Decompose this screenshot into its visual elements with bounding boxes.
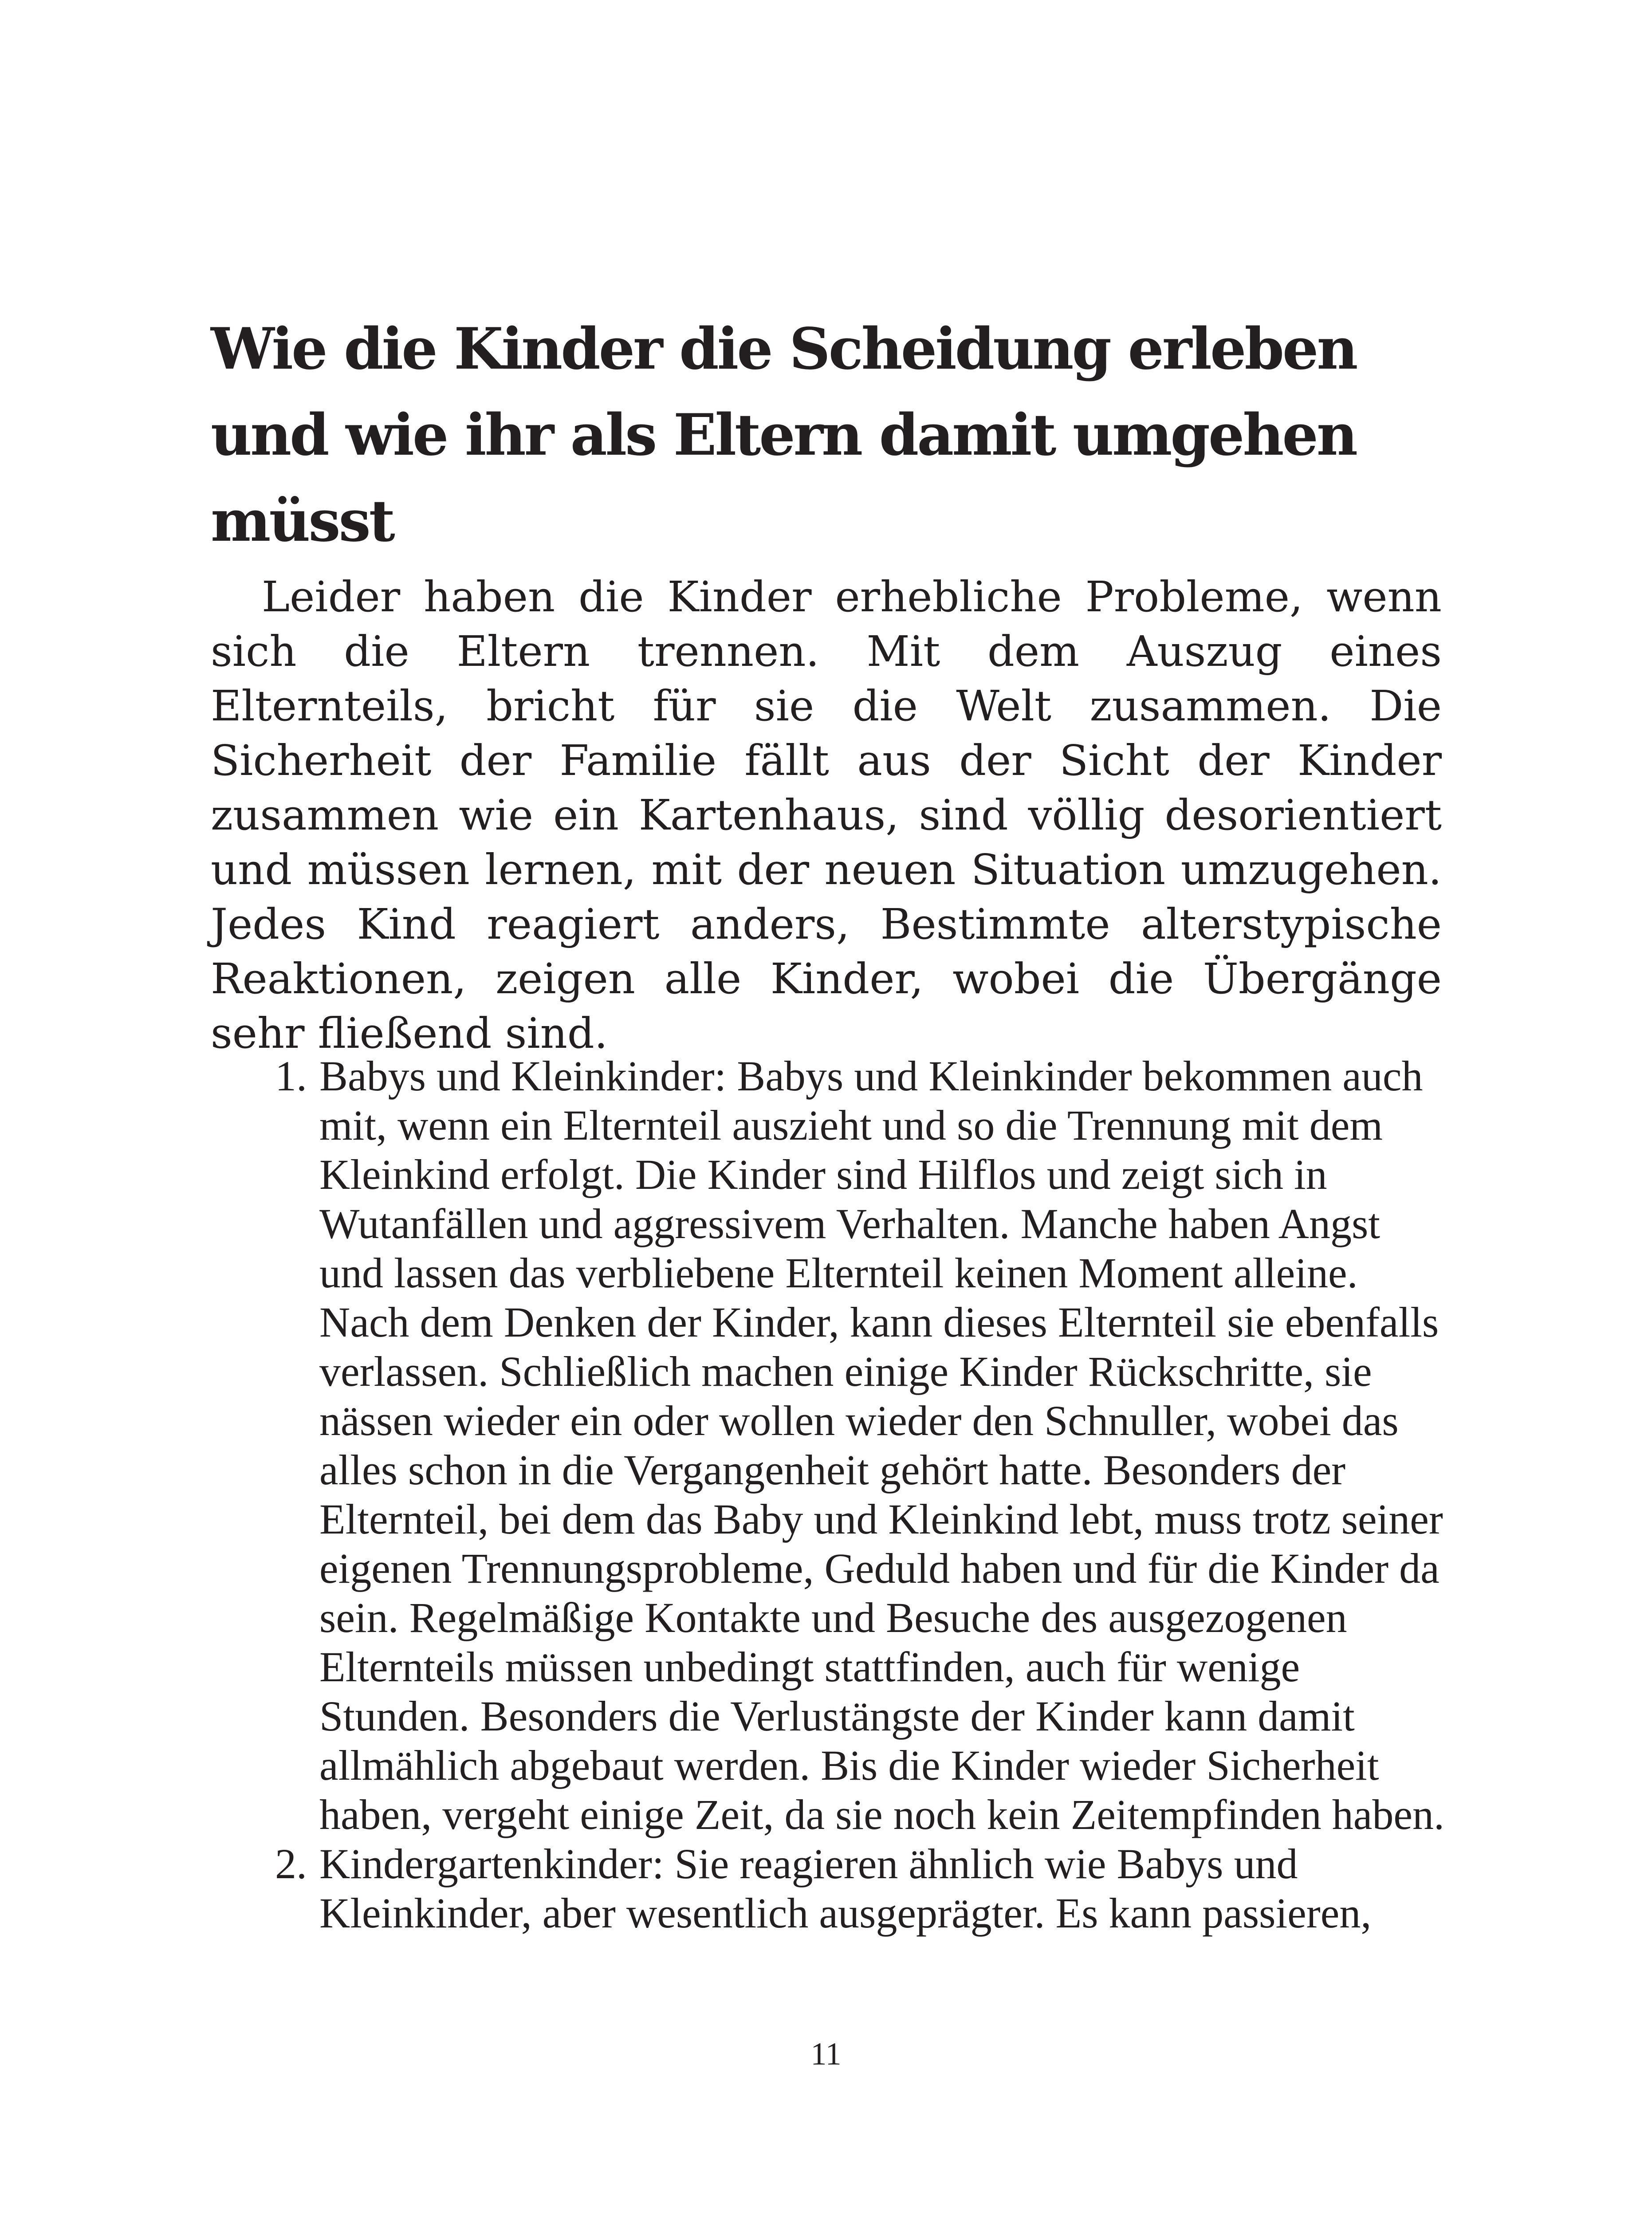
intro-paragraph: Leider haben die Kinder erhebliche Probleme, wenn sich die Eltern trennen. Mit dem Auszug eines Elternteils, bricht für sie die Welt zusammen. Die Sicherheit der Familie fällt aus der Sicht der Kinder zusammen wie ein Kartenhaus, sind völlig desorientiert und müssen lernen, mit der neuen Situation umzugehen. Jedes Kind reagiert anders, Bestimmte alterstypische Reaktionen, zeigen alle Kinder, wobei die Übergänge sehr fließend sind. bbox=[211, 573, 1442, 1058]
list-item-number: 2. bbox=[275, 1840, 307, 1888]
chapter-heading: Wie die Kinder die Scheidung erleben und wie ihr als Eltern damit umgehen müsst bbox=[211, 316, 1357, 554]
list-item-text: Babys und Kleinkinder: Babys und Kleinkinder bekommen auch mit, wenn ein Elternteil auszieht und so die Trennung mit dem Kleinkind erfolgt. Die Kinder sind Hilflos und zeigt sich in Wutanfällen und aggressivem Verhalten. Manche haben Angst und lassen das verbliebene Elternteil keinen Moment alleine. Nach dem Denken der Kinder, kann dieses Elternteil sie ebenfalls verlassen. Schließlich machen einige Kinder Rückschritte, sie nässen wieder ein oder wollen wieder den Schnuller, wobei das alles schon in die Vergangenheit gehört hatte. Besonders der Elternteil, bei dem das Baby und Kleinkind lebt, muss trotz seiner eigenen Trennungsprobleme, Geduld haben und für die Kinder da sein. Regelmäßige Kontakte und Besuche des ausgezogenen Elternteils müssen unbedingt stattfinden, auch für wenige Stunden. Besonders die Verlustängste der Kinder kann damit allmählich abgebaut werden. Bis die Kinder wieder Sicherheit haben, vergeht einige Zeit, da sie noch kein Zeitempfinden haben. bbox=[319, 1052, 1444, 1838]
age-group-list bbox=[266, 1051, 1446, 1938]
list-item-number: 1. bbox=[275, 1052, 307, 1100]
list-item bbox=[266, 1839, 1446, 1938]
page-number: 11 bbox=[810, 2036, 842, 2072]
list-item-text: Kindergartenkinder: Sie reagieren ähnlich wie Babys und Kleinkinder, aber wesentlich ausgeprägter. Es kann passieren, bbox=[319, 1840, 1372, 1937]
list-item bbox=[266, 1051, 1446, 1839]
